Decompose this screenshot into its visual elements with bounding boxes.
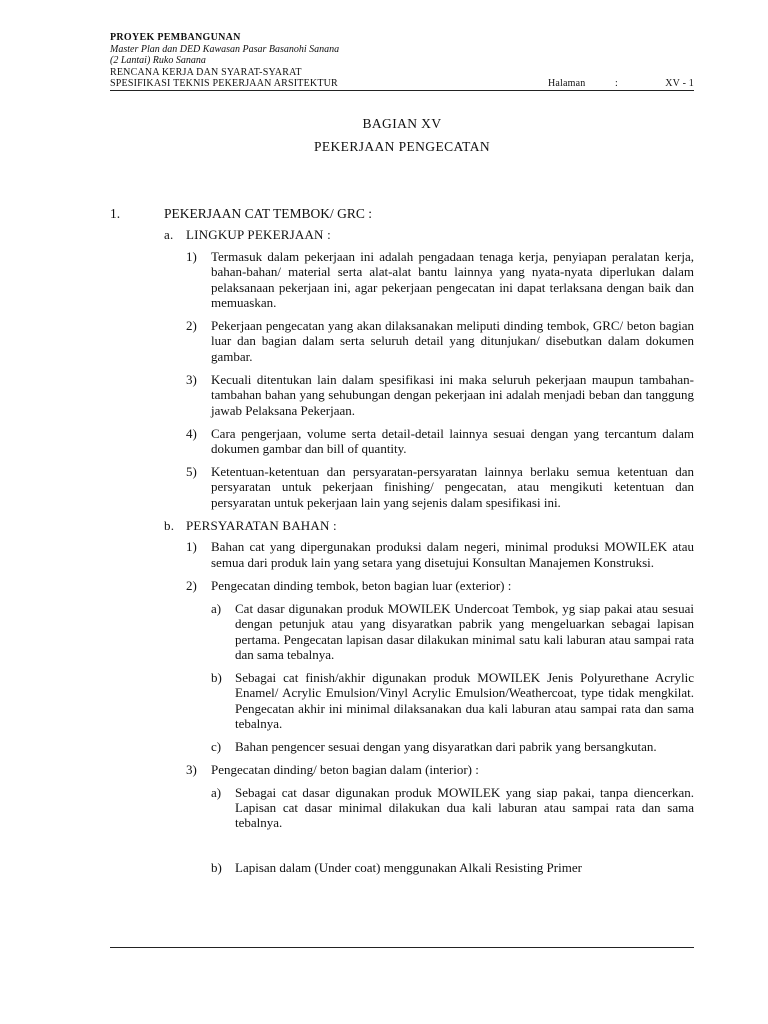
subsection-b-heading xyxy=(110,518,694,533)
list-item xyxy=(110,539,694,570)
subsection-letter: a. xyxy=(164,227,174,243)
item-number: 4) xyxy=(186,425,197,441)
list-item xyxy=(110,249,694,311)
item-number: 2) xyxy=(186,318,197,334)
list-item xyxy=(110,464,694,510)
item-text: Pengecatan dinding/ beton bagian dalam (interior) : xyxy=(211,761,479,777)
header-divider xyxy=(110,90,694,91)
document-line-2: SPESIFIKASI TEKNIS PEKERJAAN ARSITEKTUR xyxy=(110,78,338,90)
part-title: BAGIAN XV xyxy=(362,116,442,131)
item-number: 5) xyxy=(186,464,197,480)
section-title: PEKERJAAN PENGECATAN xyxy=(313,139,491,154)
sub-list-item xyxy=(110,785,694,831)
sub-list-item xyxy=(110,739,694,754)
page-colon: : xyxy=(615,78,618,90)
item-text: Bahan cat yang dipergunakan produksi dalam negeri, minimal produksi MOWILEK atau semua dari produk lain yang setara yang disetujui Konsultan Manajemen Konstruksi. xyxy=(211,539,694,570)
spacer xyxy=(110,838,694,860)
document-body xyxy=(110,206,694,883)
list-item xyxy=(110,762,694,777)
item-text: Kecuali ditentukan lain dalam spesifikasi ini maka seluruh pekerjaan maupun tambahan- tambahan bahan yang sehubungan dengan pekerjaan ini adalah menjadi beban dan tanggung jawab Pelaksana Pekerjaan. xyxy=(211,371,694,418)
list-item xyxy=(110,318,694,364)
document-line-2-row xyxy=(110,78,694,90)
subsection-a-heading xyxy=(110,227,694,242)
item-text: Pekerjaan pengecatan yang akan dilaksanakan meliputi dinding tembok, GRC/ beton bagian luar dan bagian dalam serta seluruh detail yang ditunjukan/ disebutkan dalam dokumen gambar. xyxy=(211,318,694,364)
subitem-letter: a) xyxy=(211,784,222,800)
item-number: 1) xyxy=(186,248,197,264)
item-text: Pengecatan dinding tembok, beton bagian luar (exterior) : xyxy=(211,577,512,593)
document-line-1: RENCANA KERJA DAN SYARAT-SYARAT xyxy=(110,66,302,78)
footer-divider xyxy=(110,947,694,948)
company-name: PROYEK PEMBANGUNAN xyxy=(110,32,241,43)
subsection-heading-text: PERSYARATAN BAHAN : xyxy=(186,517,337,533)
page-label: Halaman xyxy=(548,78,586,90)
item-text: Cara pengerjaan, volume serta detail-detail lainnya sesuai dengan yang tercantum dalam dokumen gambar dan bill of quantity. xyxy=(211,425,694,457)
sub-list-item xyxy=(110,601,694,663)
subitem-letter: c) xyxy=(211,738,222,754)
page-header xyxy=(110,32,694,90)
sub-list-item xyxy=(110,860,694,875)
subsection-heading-text: LINGKUP PEKERJAAN : xyxy=(186,227,331,243)
item-number: 1) xyxy=(186,539,197,555)
sub-list-item xyxy=(110,670,694,732)
item-number: 3) xyxy=(186,371,197,387)
subitem-text: Cat dasar digunakan produk MOWILEK Undercoat Tembok, yg siap pakai atau sesuai dengan petunjuk atau yang disyaratkan pabrik yang mengeluarkan sebagai lapisan pertama. Pengecatan lapisan dasar dilakukan minimal satu kali laburan atau sampai rata dan sama tebalnya. xyxy=(235,600,694,662)
section-1-heading xyxy=(110,206,694,221)
subitem-letter: a) xyxy=(211,600,222,616)
subitem-letter: b) xyxy=(211,860,222,876)
subitem-text: Bahan pengencer sesuai dengan yang disyaratkan dari pabrik yang bersangkutan. xyxy=(235,738,657,754)
subitem-text: Lapisan dalam (Under coat) menggunakan Alkali Resisting Primer xyxy=(235,860,582,876)
list-item xyxy=(110,426,694,457)
list-item xyxy=(110,372,694,418)
item-text: Termasuk dalam pekerjaan ini adalah pengadaan tenaga kerja, penyiapan peralatan kerja, bahan-bahan/ material serta alat-alat bantu lainnya yang nyata-nyata diperlukan dalam pelaksanaan pekerjaan ini, agar pekerjaan pengecatan ini dapat terlaksana dengan baik dan memuaskan. xyxy=(211,248,694,311)
section-number: 1. xyxy=(110,206,121,221)
subitem-text: Sebagai cat dasar digunakan produk MOWILEK yang siap pakai, tanpa diencerkan. Lapisan cat dasar minimal dilakukan dua kali laburan atau sampai rata dan sama tebalnya. xyxy=(235,784,694,831)
page-number: XV - 1 xyxy=(665,78,694,90)
subsection-letter: b. xyxy=(164,517,175,533)
project-line-1: Master Plan dan DED Kawasan Pasar Basanohi Sanana xyxy=(110,43,340,55)
subitem-text: Sebagai cat finish/akhir digunakan produk MOWILEK Jenis Polyurethane Acrylic Enamel/ Acrylic Emulsion/Vinyl Acrylic Emulsion/Weathercoat, type tidak mengkilat. Pengecatan akhir ini minimal dilaksanakan dua kali laburan atau sampai rata dan sama tebalnya. xyxy=(235,669,694,731)
item-text: Ketentuan-ketentuan dan persyaratan-persyaratan lainnya berlaku semua ketentuan dan persyaratan untuk pekerjaan finishing/ pengecatan, atau mengikuti ketentuan dan persyaratan untuk pekerjaan lain yang sejenis dalam spesifikasi ini. xyxy=(211,464,694,510)
item-number: 2) xyxy=(186,577,197,593)
project-line-2: (2 Lantai) Ruko Sanana xyxy=(110,55,206,67)
item-number: 3) xyxy=(186,761,197,777)
section-heading-text: PEKERJAAN CAT TEMBOK/ GRC : xyxy=(164,206,373,221)
subitem-letter: b) xyxy=(211,669,222,685)
list-item xyxy=(110,578,694,593)
